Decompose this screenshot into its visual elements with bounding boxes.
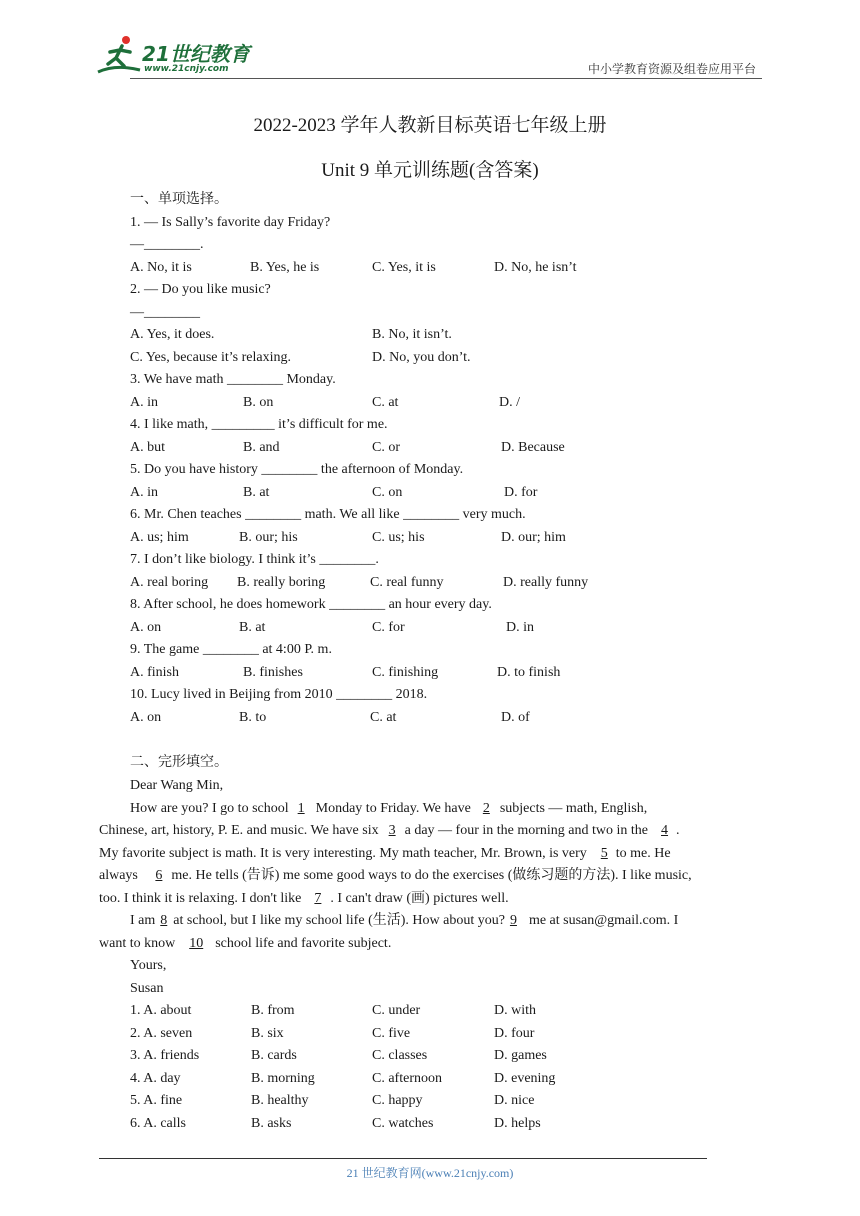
cloze-option-c: C. under: [372, 1003, 421, 1018]
header-tagline: 中小学教育资源及组卷应用平台: [587, 62, 756, 76]
document-title: 2022-2023 学年人教新目标英语七年级上册: [253, 115, 607, 136]
option-a: A. us; him: [130, 530, 189, 545]
cloze-option-a: 3. A. friends: [130, 1048, 200, 1063]
question-stem: 5. Do you have history ________ the afternoon of Monday.: [130, 462, 464, 477]
option-c: C. at: [372, 395, 399, 410]
cloze-option-a: 5. A. fine: [130, 1093, 183, 1108]
option-c: C. real funny: [370, 575, 444, 590]
question-stem: 8. After school, he does homework ________ an hour every day.: [130, 597, 492, 612]
blank-2: 2: [482, 801, 490, 816]
option-b: B. really boring: [237, 575, 326, 590]
runner-icon: [96, 34, 142, 78]
answer-blank: —________: [130, 305, 200, 320]
option-b: B. at: [239, 620, 266, 635]
question-stem: 4. I like math, _________ it’s difficult for me.: [130, 417, 388, 432]
answer-blank: —________.: [130, 237, 204, 252]
cloze-option-d: D. games: [494, 1048, 547, 1063]
option-c: C. Yes, it is: [372, 260, 436, 275]
blank-7: 7: [314, 891, 322, 906]
option-a: A. on: [130, 620, 162, 635]
option-d: D. /: [499, 395, 520, 410]
cloze-option-d: D. four: [494, 1026, 535, 1041]
option-d: D. No, he isn’t: [494, 260, 577, 275]
page-header: [0, 0, 860, 80]
passage-line: I am 8 at school, but I like my school life (生活). How about you? 9 me at susan@gmail.com. I: [130, 913, 679, 928]
option-c: C. Yes, because it’s relaxing.: [130, 350, 291, 365]
option-b: B. and: [243, 440, 280, 455]
letter-closing: Yours,: [130, 958, 167, 973]
cloze-option-a: 4. A. day: [130, 1071, 181, 1086]
option-d: D. for: [504, 485, 538, 500]
cloze-option-c: C. classes: [372, 1048, 428, 1063]
option-a: A. No, it is: [130, 260, 192, 275]
option-a: A. on: [130, 710, 162, 725]
blank-9: 9: [509, 913, 517, 928]
cloze-option-d: D. helps: [494, 1116, 541, 1131]
option-a: A. in: [130, 485, 158, 500]
option-a: A. in: [130, 395, 158, 410]
question-stem: 9. The game ________ at 4:00 P. m.: [130, 642, 332, 657]
cloze-option-a: 2. A. seven: [130, 1026, 193, 1041]
option-a: A. Yes, it does.: [130, 327, 215, 342]
option-c: C. finishing: [372, 665, 439, 680]
cloze-option-d: D. nice: [494, 1093, 535, 1108]
blank-4: 4: [661, 823, 669, 838]
option-b: B. Yes, he is: [250, 260, 320, 275]
cloze-option-d: D. evening: [494, 1071, 556, 1086]
passage-line: want to know 10 school life and favorite subject.: [99, 936, 392, 951]
logo-url: www.21cnjy.com: [144, 64, 229, 74]
question-stem: 2. — Do you like music?: [130, 282, 271, 297]
question-stem: 10. Lucy lived in Beijing from 2010 ________ 2018.: [130, 687, 428, 702]
option-b: B. on: [243, 395, 274, 410]
option-c: C. or: [372, 440, 400, 455]
option-d: D. No, you don’t.: [372, 350, 471, 365]
section1-heading: 一、单项选择。: [130, 192, 228, 207]
cloze-option-b: B. six: [251, 1026, 284, 1041]
section2-heading: 二、完形填空。: [130, 755, 228, 770]
option-d: D. in: [506, 620, 534, 635]
logo-text: 21世纪教育: [142, 42, 250, 66]
option-d: D. to finish: [497, 665, 561, 680]
passage-line: My favorite subject is math. It is very interesting. My math teacher, Mr. Brown, is very 5 to me. He: [99, 846, 671, 861]
blank-5: 5: [600, 846, 608, 861]
option-d: D. really funny: [503, 575, 589, 590]
option-d: D. of: [501, 710, 530, 725]
question-stem: 3. We have math ________ Monday.: [130, 372, 336, 387]
blank-10: 10: [189, 936, 204, 951]
option-a: A. but: [130, 440, 165, 455]
option-b: B. No, it isn’t.: [372, 327, 452, 342]
cloze-option-b: B. healthy: [251, 1093, 309, 1108]
footer-divider: [99, 1158, 707, 1159]
cloze-option-a: 1. A. about: [130, 1003, 192, 1018]
option-c: C. us; his: [372, 530, 425, 545]
blank-8: 8: [160, 913, 168, 928]
option-b: B. finishes: [243, 665, 303, 680]
passage-line: Chinese, art, history, P. E. and music. We have six 3 a day — four in the morning and two in the 4 .: [99, 823, 680, 838]
question-stem: 6. Mr. Chen teaches ________ math. We all like ________ very much.: [130, 507, 526, 522]
letter-signature: Susan: [130, 981, 164, 996]
option-b: B. to: [239, 710, 267, 725]
cloze-option-d: D. with: [494, 1003, 536, 1018]
cloze-option-c: C. happy: [372, 1093, 423, 1108]
cloze-option-b: B. cards: [251, 1048, 297, 1063]
option-c: C. on: [372, 485, 403, 500]
footer-link[interactable]: 21 世纪教育网(www.21cnjy.com): [346, 1166, 514, 1180]
option-a: A. real boring: [130, 575, 209, 590]
cloze-option-c: C. watches: [372, 1116, 434, 1131]
cloze-option-b: B. from: [251, 1003, 295, 1018]
option-a: A. finish: [130, 665, 179, 680]
blank-1: 1: [297, 801, 305, 816]
cloze-option-b: B. asks: [251, 1116, 292, 1131]
option-d: D. Because: [501, 440, 565, 455]
cloze-option-c: C. afternoon: [372, 1071, 442, 1086]
option-c: C. at: [370, 710, 397, 725]
passage-line: always 6 me. He tells (告诉) me some good ways to do the exercises (做练习题的方法). I like music,: [99, 868, 692, 883]
document-subtitle: Unit 9 单元训练题(含答案): [321, 160, 539, 181]
option-b: B. our; his: [239, 530, 298, 545]
cloze-option-b: B. morning: [251, 1071, 315, 1086]
cloze-option-c: C. five: [372, 1026, 411, 1041]
option-c: C. for: [372, 620, 405, 635]
header-divider: [130, 78, 762, 79]
question-stem: 1. — Is Sally’s favorite day Friday?: [130, 215, 331, 230]
option-b: B. at: [243, 485, 270, 500]
blank-3: 3: [388, 823, 396, 838]
cloze-option-a: 6. A. calls: [130, 1116, 186, 1131]
option-d: D. our; him: [501, 530, 566, 545]
passage-line: How are you? I go to school 1 Monday to Friday. We have 2 subjects — math, English,: [130, 801, 648, 816]
blank-6: 6: [155, 868, 163, 883]
letter-greeting: Dear Wang Min,: [130, 778, 224, 793]
passage-line: too. I think it is relaxing. I don't like 7 . I can't draw (画) pictures well.: [99, 891, 509, 906]
question-stem: 7. I don’t like biology. I think it’s ________.: [130, 552, 379, 567]
site-logo[interactable]: [96, 34, 266, 80]
